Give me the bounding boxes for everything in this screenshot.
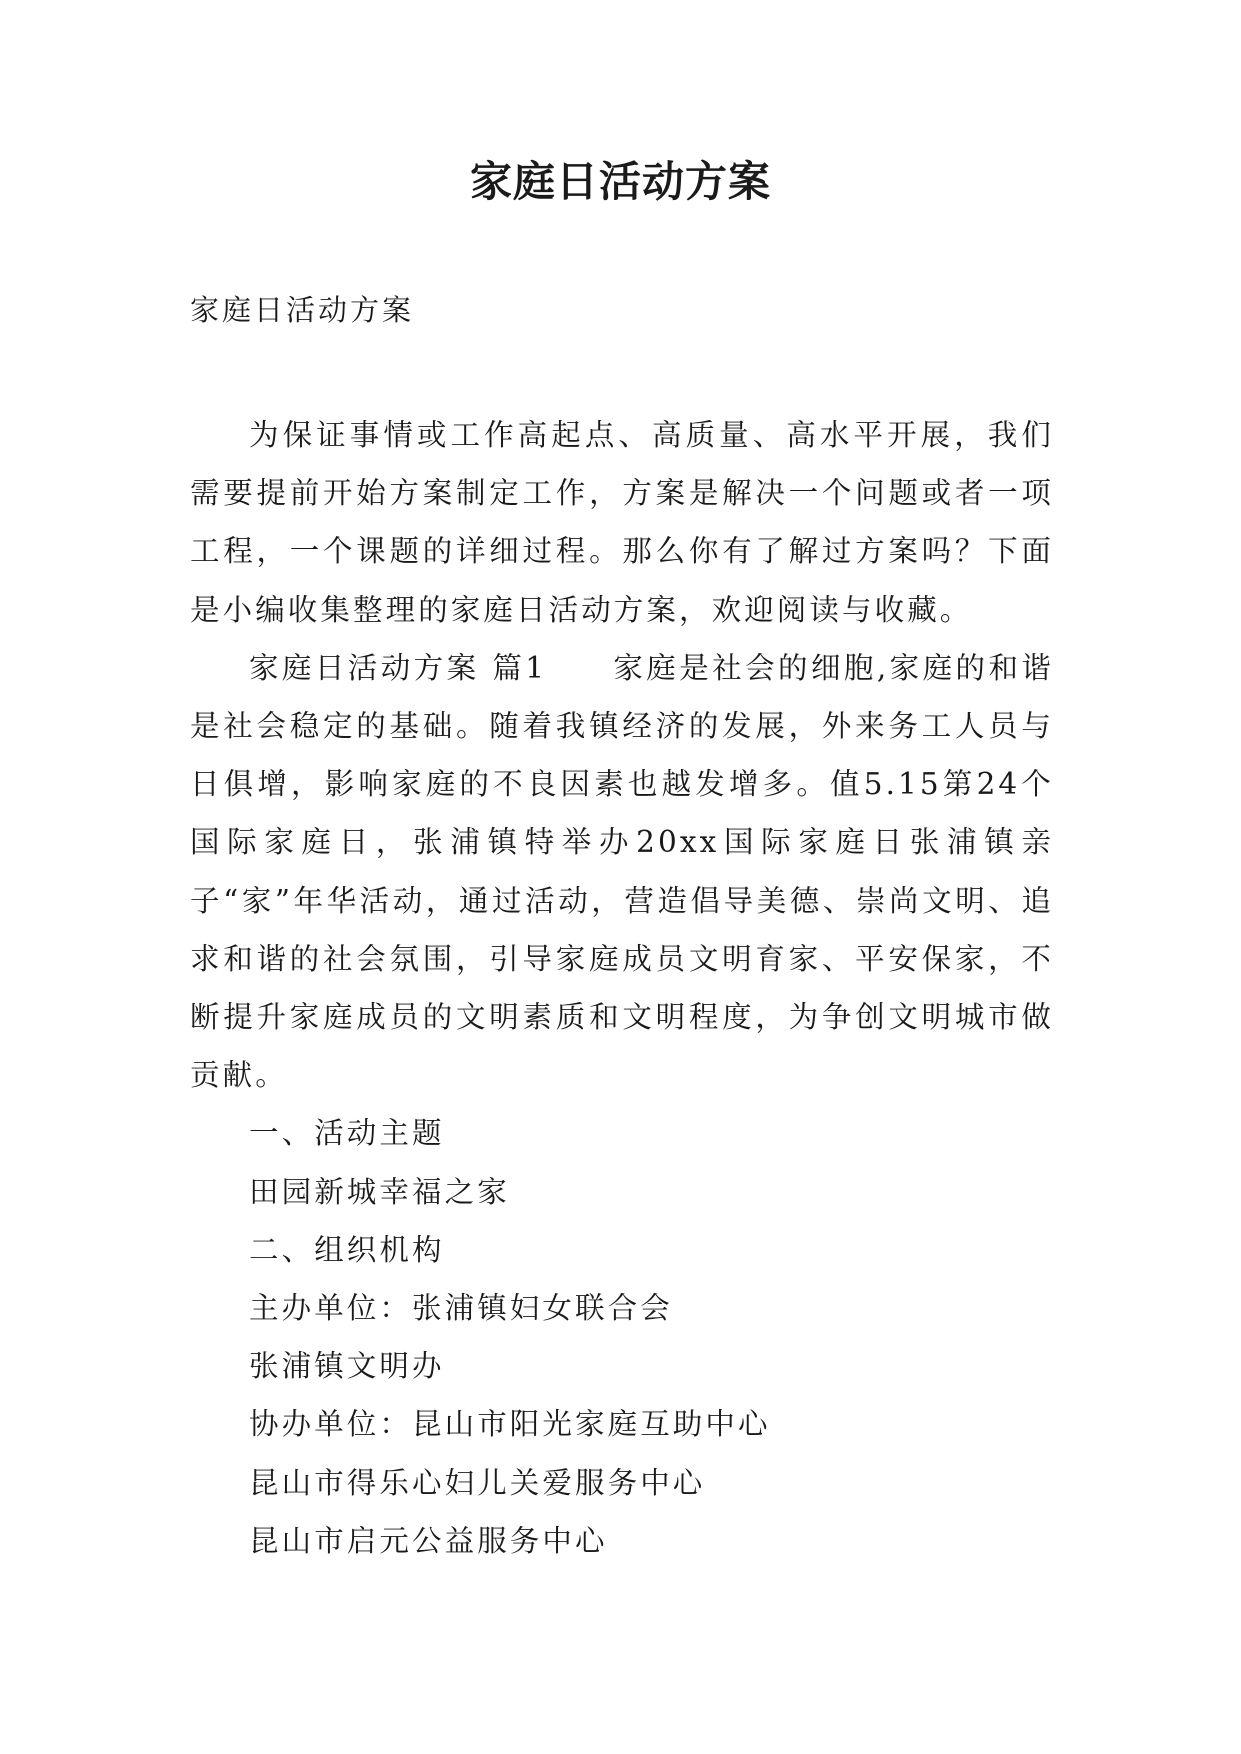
paragraph-theme: 田园新城幸福之家 <box>249 1174 510 1209</box>
paragraph-host-2: 张浦镇文明办 <box>249 1349 445 1384</box>
document-body <box>190 406 1054 1570</box>
paragraph-intro: 为保证事情或工作高起点、高质量、高水平开展，我们需要提前开始方案制定工作，方案是解决一个问题或者一项工程，一个课题的详细过程。那么你有了解过方案吗？下面是小编收集整理的家庭日活动方案，欢迎阅读与收藏。 <box>190 418 1054 627</box>
paragraph-co-organizer-2: 昆山市得乐心妇儿关爱服务中心 <box>249 1465 706 1500</box>
paragraph-host: 主办单位：张浦镇妇女联合会 <box>249 1291 673 1326</box>
heading-organization: 二、组织机构 <box>249 1232 445 1267</box>
paragraph-co-organizer-3: 昆山市启元公益服务中心 <box>249 1523 608 1558</box>
heading-activity-theme: 一、活动主题 <box>249 1116 445 1151</box>
paragraph-section-1: 家庭日活动方案 篇1 家庭是社会的细胞,家庭的和谐是社会稳定的基础。随着我镇经济的发展，外来务工人员与日俱增，影响家庭的不良因素也越发增多。值5.15第24个国际家庭日，张浦镇特举办20xx国际家庭日张浦镇亲子“家”年华活动，通过活动，营造倡导美德、崇尚文明、追求和谐的社会氛围，引导家庭成员文明育家、平安保家，不断提升家庭成员的文明素质和文明程度，为争创文明城市做贡献。 <box>190 650 1054 1093</box>
document-subtitle: 家庭日活动方案 <box>190 293 415 327</box>
paragraph-co-organizer: 协办单位：昆山市阳光家庭互助中心 <box>249 1407 771 1442</box>
document-title: 家庭日活动方案 <box>469 157 771 206</box>
